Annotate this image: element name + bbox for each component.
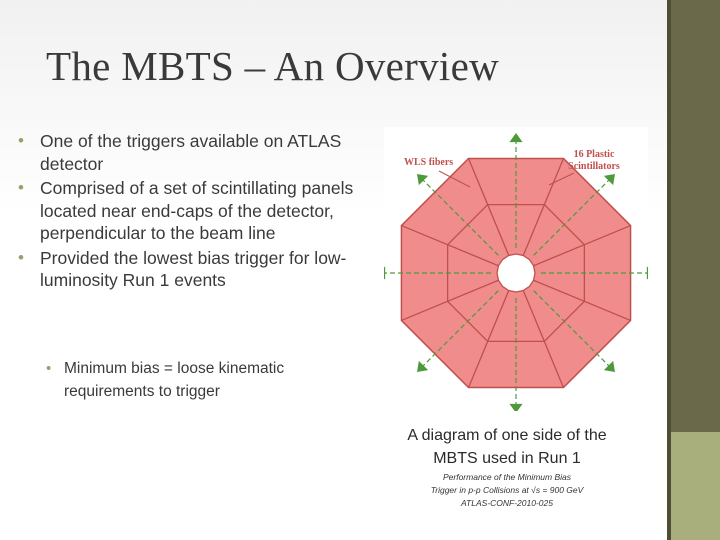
- mbts-diagram-svg: [384, 127, 648, 411]
- fiber-arrow-icon: [384, 266, 385, 279]
- wls-fibers-label: WLS fibers: [404, 157, 454, 168]
- sub-bullet-list: [46, 357, 366, 403]
- bullet-item: • Comprised of a set of scintillating panels located near end-caps of the detector, perpendicular to the beam line: [18, 178, 354, 243]
- fiber-arrow-icon: [417, 361, 428, 372]
- caption-line: MBTS used in Run 1: [433, 450, 581, 467]
- scintillators-label-line1: 16 Plastic: [573, 149, 615, 160]
- mbts-diagram: [384, 127, 648, 411]
- scintillators-label-line2: Scintillators: [568, 161, 620, 172]
- figure-caption: [380, 424, 634, 470]
- fiber-arrow-icon: [509, 133, 522, 142]
- beam-pipe-hole: [497, 254, 535, 292]
- reference-line: Trigger in p-p Collisions at √s = 900 GeV: [430, 485, 584, 495]
- fiber-arrow-icon: [604, 361, 615, 372]
- fiber-arrow-icon: [417, 174, 428, 185]
- sidebar-dark-band: [667, 0, 720, 432]
- reference-line: Performance of the Minimum Bias: [442, 472, 572, 482]
- bullet-dot-icon: •: [18, 131, 24, 150]
- fiber-arrow-icon: [604, 174, 615, 185]
- sub-bullet-item: • Minimum bias = loose kinematic requirements to trigger: [46, 357, 366, 403]
- figure-reference: [404, 471, 610, 510]
- reference-line: ATLAS-CONF-2010-025: [461, 498, 553, 508]
- bullet-item: • One of the triggers available on ATLAS detector: [18, 131, 342, 174]
- bullet-list: [16, 130, 376, 294]
- fiber-arrow-icon: [509, 404, 522, 411]
- bullet-dot-icon: •: [46, 360, 52, 377]
- fiber-arrow-icon: [647, 266, 648, 279]
- slide-title: The MBTS – An Overview: [46, 43, 499, 89]
- sidebar-stripe: [667, 0, 671, 540]
- bullet-dot-icon: •: [18, 178, 24, 197]
- bullet-dot-icon: •: [18, 247, 24, 267]
- sidebar-light-band: [667, 432, 720, 540]
- caption-line: A diagram of one side of the: [407, 427, 607, 444]
- bullet-item: • Provided the lowest bias trigger for low-luminosity Run 1 events: [18, 247, 347, 290]
